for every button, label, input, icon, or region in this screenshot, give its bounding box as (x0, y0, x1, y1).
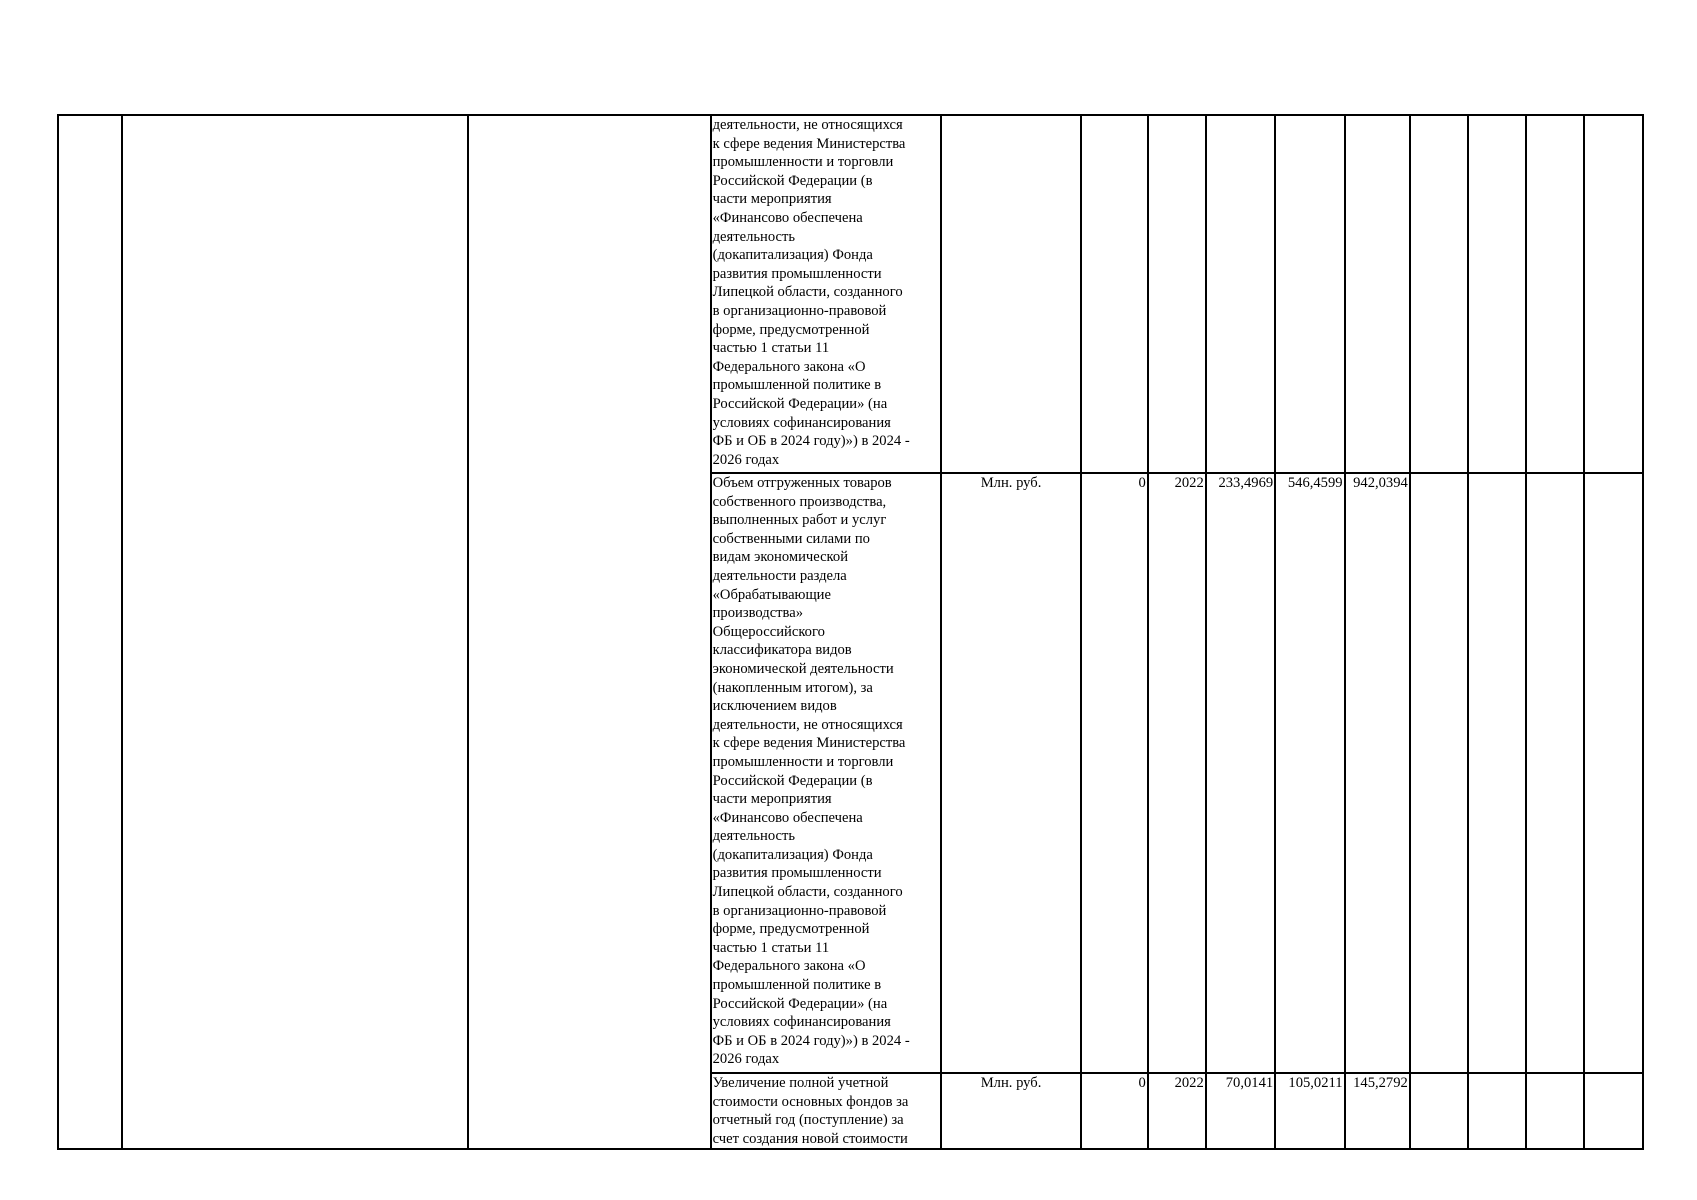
empty-cell (1410, 473, 1468, 1073)
empty-cell (1526, 115, 1584, 473)
value-2025-cell (1275, 115, 1344, 473)
value-2026-cell (1345, 115, 1410, 473)
base-value-cell (1081, 115, 1147, 473)
value-2024-cell: 233,4969 (1206, 473, 1275, 1073)
empty-cell (1584, 115, 1643, 473)
unit-cell: Млн. руб. (941, 1073, 1082, 1149)
project-name-cell (468, 115, 710, 1149)
indicators-table (57, 114, 1644, 1150)
task-name-cell (122, 115, 468, 1149)
empty-cell (1468, 1073, 1526, 1149)
unit-cell (941, 115, 1082, 473)
base-year-cell: 2022 (1148, 1073, 1206, 1149)
empty-cell (1468, 473, 1526, 1073)
table-row (58, 115, 1643, 473)
empty-cell (1526, 1073, 1584, 1149)
base-value-cell: 0 (1081, 473, 1147, 1073)
value-2026-cell: 942,0394 (1345, 473, 1410, 1073)
empty-cell (1410, 115, 1468, 473)
row-number-cell (58, 115, 122, 1149)
empty-cell (1410, 1073, 1468, 1149)
empty-cell (1526, 473, 1584, 1073)
value-2024-cell: 70,0141 (1206, 1073, 1275, 1149)
empty-cell (1584, 473, 1643, 1073)
empty-cell (1468, 115, 1526, 473)
base-value-cell: 0 (1081, 1073, 1147, 1149)
indicator-name-cell: деятельности, не относящихся к сфере ведения Министерства промышленности и торговли Российской Федерации (в части мероприятия «Финансово обеспечена деятельность (докапитализация) Фонда развития промышленности Липецкой области, созданного в организационно-правовой форме, предусмотренной частью 1 статьи 11 Федерального закона «О промышленной политике в Российской Федерации» (на условиях софинансирования ФБ и ОБ в 2024 году)») в 2024 - 2026 годах (711, 115, 941, 473)
value-2025-cell: 546,4599 (1275, 473, 1344, 1073)
value-2026-cell: 145,2792 (1345, 1073, 1410, 1149)
indicator-name-cell: Объем отгруженных товаров собственного производства, выполненных работ и услуг собственными силами по видам экономической деятельности раздела «Обрабатывающие производства» Общероссийского классификатора видов экономической деятельности (накопленным итогом), за исключением видов деятельности, не относящихся к сфере ведения Министерства промышленности и торговли Российской Федерации (в части мероприятия «Финансово обеспечена деятельность (докапитализация) Фонда развития промышленности Липецкой области, созданного в организационно-правовой форме, предусмотренной частью 1 статьи 11 Федерального закона «О промышленной политике в Российской Федерации» (на условиях софинансирования ФБ и ОБ в 2024 году)») в 2024 - 2026 годах (711, 473, 941, 1073)
indicator-name-cell: Увеличение полной учетной стоимости основных фондов за отчетный год (поступление) за счет создания новой стоимости (711, 1073, 941, 1149)
base-year-cell: 2022 (1148, 473, 1206, 1073)
unit-cell: Млн. руб. (941, 473, 1082, 1073)
empty-cell (1584, 1073, 1643, 1149)
value-2025-cell: 105,0211 (1275, 1073, 1344, 1149)
base-year-cell (1148, 115, 1206, 473)
value-2024-cell (1206, 115, 1275, 473)
